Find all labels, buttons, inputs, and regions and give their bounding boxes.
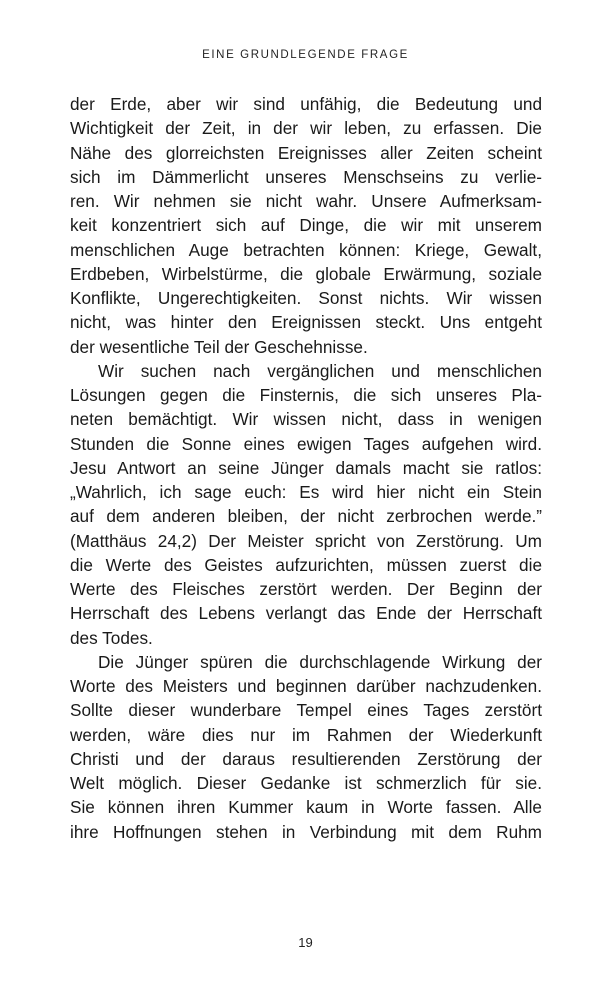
page-number: 19	[298, 935, 313, 950]
text-line: Erdbeben, Wirbelstürme, die globale Erwärmung, soziale	[70, 263, 542, 284]
text-line: Die Jünger spüren die durchschlagende Wirkung der	[98, 651, 542, 672]
text-line: menschlichen Auge betrachten können: Kriege, Gewalt,	[70, 239, 542, 260]
text-line: Nähe des glorreichsten Ereignisses aller Zeiten scheint	[70, 142, 542, 163]
text-line: des Todes.	[70, 627, 153, 648]
text-line: Sollte dieser wunderbare Tempel eines Tages zerstört	[70, 700, 542, 721]
text-line: der wesentliche Teil der Geschehnisse.	[70, 336, 368, 357]
text-line: nicht, was hinter den Ereignissen steckt. Uns entgeht	[70, 312, 542, 333]
text-line: neten bemächtigt. Wir wissen nicht, dass in wenigen	[70, 409, 542, 430]
text-line: ren. Wir nehmen sie nicht wahr. Unsere Aufmerksam-	[70, 191, 542, 211]
text-line: auf dem anderen bleiben, der nicht zerbrochen werde.”	[70, 506, 542, 527]
text-line: (Matthäus 24,2) Der Meister spricht von Zerstörung. Um	[70, 530, 542, 551]
text-line: Worte des Meisters und beginnen darüber nachzudenken.	[70, 676, 542, 696]
text-line: Wichtigkeit der Zeit, in der wir leben, zu erfassen. Die	[70, 118, 542, 139]
text-line: Werte des Fleisches zerstört werden. Der Beginn der	[70, 579, 542, 599]
text-line: keit konzentriert sich auf Dinge, die wir mit unserem	[70, 215, 542, 236]
body-text	[70, 92, 542, 844]
text-line: Wir suchen nach vergänglichen und menschlichen	[98, 360, 542, 381]
text-line: der Erde, aber wir sind unfähig, die Bedeutung und	[70, 94, 542, 114]
text-line: „Wahrlich, ich sage euch: Es wird hier nicht ein Stein	[70, 482, 542, 502]
text-line: Christi und der daraus resultierenden Zerstörung der	[70, 748, 542, 769]
text-line: ihre Hoffnungen stehen in Verbindung mit dem Ruhm	[70, 821, 542, 842]
text-line: Lösungen gegen die Finsternis, die sich unseres Pla-	[70, 385, 542, 405]
running-head: EINE GRUNDLEGENDE FRAGE	[202, 49, 409, 61]
text-line: Stunden die Sonne eines ewigen Tages aufgehen wird.	[70, 433, 542, 454]
text-line: Konflikte, Ungerechtigkeiten. Sonst nichts. Wir wissen	[70, 288, 542, 308]
text-line: Jesu Antwort an seine Jünger damals macht sie ratlos:	[70, 457, 542, 478]
text-line: werden, wäre dies nur im Rahmen der Wiederkunft	[70, 724, 542, 745]
text-line: Sie können ihren Kummer kaum in Worte fassen. Alle	[70, 797, 542, 818]
text-line: sich im Dämmerlicht unseres Menschseins zu verlie-	[70, 166, 542, 187]
text-line: die Werte des Geistes aufzurichten, müssen zuerst die	[70, 554, 542, 575]
text-line: Welt möglich. Dieser Gedanke ist schmerzlich für sie.	[70, 773, 542, 793]
text-line: Herrschaft des Lebens verlangt das Ende der Herrschaft	[70, 603, 542, 624]
